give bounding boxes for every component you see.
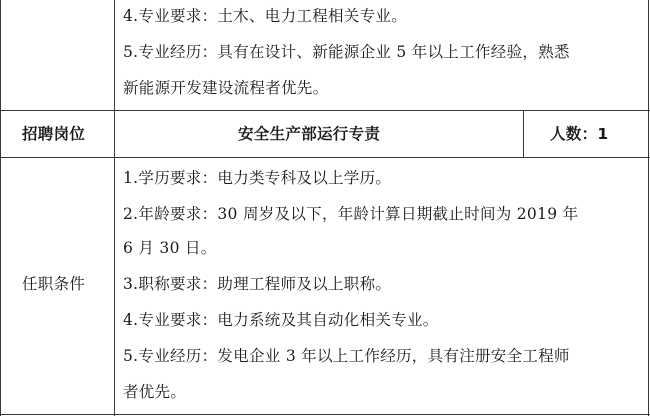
row-divider [0,110,650,111]
row-divider [0,157,650,158]
top-line-1: 4.专业要求：土木、电力工程相关专业。 [123,7,407,25]
header-position-title: 安全生产部运行专责 [238,125,381,143]
table-bottom-border [0,414,650,415]
requirement-line-5: 4.专业要求：电力系统及其自动化相关专业。 [123,311,439,329]
column-divider [523,110,524,157]
requirements-label: 任职条件 [22,275,86,293]
requirement-line-4: 3.职称要求：助理工程师及以上职称。 [123,275,392,293]
header-position-label: 招聘岗位 [22,125,86,143]
requirement-line-3: 6 月 30 日。 [123,239,217,257]
header-headcount: 人数：1 [550,125,609,143]
requirement-line-7: 者优先。 [123,383,187,401]
column-divider [114,0,115,416]
top-line-2: 5.专业经历：具有在设计、新能源企业 5 年以上工作经验，熟悉 [123,43,570,61]
top-line-3: 新能源开发建设流程者优先。 [123,79,329,97]
requirement-line-2: 2.年龄要求：30 周岁及以下，年龄计算日期截止时间为 2019 年 [123,205,579,223]
requirement-line-1: 1.学历要求：电力类专科及以上学历。 [123,169,392,187]
table-right-border [648,0,649,416]
requirement-line-6: 5.专业经历：发电企业 3 年以上工作经历，具有注册安全工程师 [123,347,570,365]
table-left-border [0,0,1,416]
